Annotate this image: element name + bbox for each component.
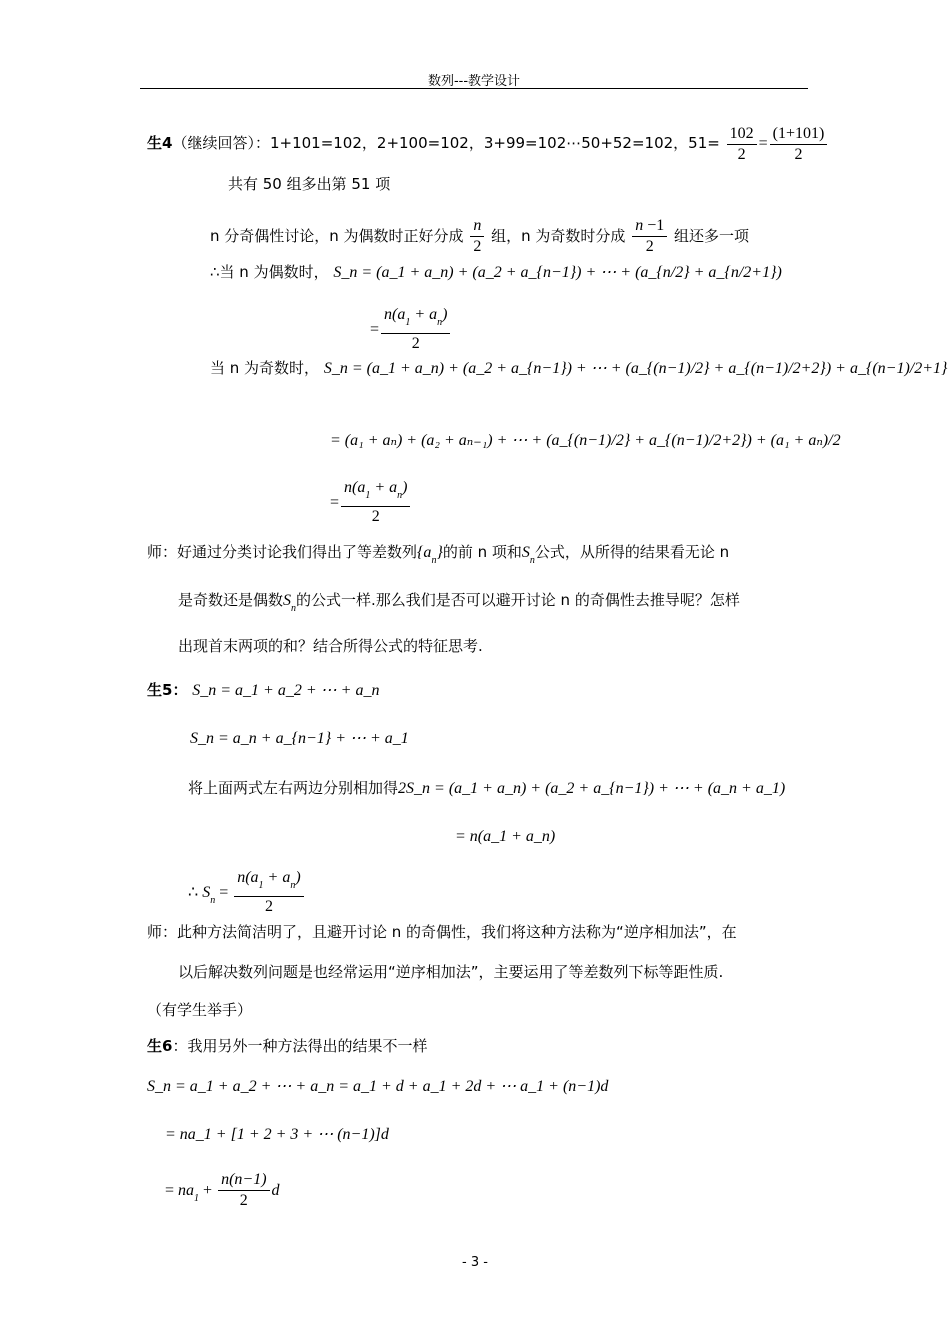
s6-intro: 生6：我用另外一种方法得出的结果不一样 bbox=[147, 1037, 428, 1055]
t2-line3: （有学生举手） bbox=[147, 1001, 253, 1019]
s4-even-case: ∴当 n 为偶数时， S_n = (a_1 + a_n) + (a_2 + a_{n−1}) + ⋯ + (a_{n/2} + a_{n/2+1}) bbox=[210, 263, 782, 281]
s4-intro: 生4（继续回答）：1+101=102，2+100=102，3+99=102⋯50+52=102，51= $\frac{102}{2}$ = $\frac{(1+101)}{2}$ bbox=[147, 124, 829, 165]
frac-102-over-2: $\frac{102}{2}$ bbox=[725, 135, 759, 152]
s4-discussion: n 分奇偶性讨论，n 为偶数时正好分成 $\frac{n}{2}$ 组，n 为奇数时分成 $\frac{n -1}{2}$ 组还多一项 bbox=[210, 217, 750, 255]
s5-eq2: S_n = a_n + a_{n−1} + ⋯ + a_1 bbox=[190, 730, 409, 747]
even-formula: S_n = (a_1 + a_n) + (a_2 + a_{n−1}) + ⋯ + (a_{n/2} + a_{n/2+1}) bbox=[333, 264, 782, 281]
s5-eq5: ∴ $S_n$ = $\frac{n(a_1 + a_n)}{2}$ bbox=[188, 868, 306, 917]
s5-eq1: 生5： S_n = a_1 + a_2 + ⋯ + a_n bbox=[147, 681, 380, 699]
odd-formula: S_n = (a_1 + a_n) + (a_2 + a_{n−1}) + ⋯ + (a_{(n−1)/2} + a_{(n−1)/2+2}) + a_{(n−1)/2+1} bbox=[323, 360, 948, 377]
frac-sum-over-2: $\frac{(1+101)}{2}$ bbox=[768, 135, 830, 152]
page-header: 数列---教学设计 bbox=[427, 74, 521, 89]
s6-eq1: S_n = a_1 + a_2 + ⋯ + a_n = a_1 + d + a_1 + 2d + ⋯ a_1 + (n−1)d bbox=[147, 1078, 609, 1095]
t1-line2: 是奇数还是偶数$S_n$的公式一样.那么我们是否可以避开讨论 n 的奇偶性去推导呢？怎样 bbox=[178, 591, 740, 614]
s4-odd-case: 当 n 为奇数时， S_n = (a_1 + a_n) + (a_2 + a_{n−1}) + ⋯ + (a_{(n−1)/2} + a_{(n−1)/2+2}) + a_{(n−1)/2+1} bbox=[210, 359, 948, 377]
s6-eq3: = $na_1$ + $\frac{n(n-1)}{2}$ d bbox=[165, 1171, 280, 1209]
page-number: - 3 - bbox=[462, 1255, 488, 1270]
s4-groups: 共有 50 组多出第 51 项 bbox=[228, 175, 391, 193]
t1-line3: 出现首末两项的和？结合所得公式的特征思考. bbox=[178, 637, 483, 655]
s5-eq4: = n(a_1 + a_n) bbox=[455, 828, 556, 845]
t2-line2: 以后解决数列问题是也经常运用“逆序相加法”，主要运用了等差数列下标等距性质. bbox=[178, 963, 724, 981]
t1-line1: 师：好通过分类讨论我们得出了等差数列$\{a_n\}$的前 n 项和$S_n$公式，从所得的结果看无论 n bbox=[147, 543, 730, 566]
s5-eq3: 将上面两式左右两边分别相加得2S_n = (a_1 + a_n) + (a_2 + a_{n−1}) + ⋯ + (a_n + a_1) bbox=[188, 779, 786, 797]
s4-odd-result: = $\frac{n(a_1 + a_n)}{2}$ bbox=[330, 478, 412, 527]
s6-eq2: = na_1 + [1 + 2 + 3 + ⋯ (n−1)]d bbox=[165, 1126, 389, 1143]
s4-odd-line2: = (a₁ + aₙ) + (a₂ + aₙ₋₁) + ⋯ + (a_{(n−1)/2} + a_{(n−1)/2+2}) + (a₁ + aₙ)/2 bbox=[330, 432, 841, 449]
s4-even-result: = $\frac{n(a_1 + a_n)}{2}$ bbox=[370, 305, 452, 354]
t2-line1: 师：此种方法简洁明了，且避开讨论 n 的奇偶性，我们将这种方法称为“逆序相加法”，在 bbox=[147, 923, 737, 941]
header-rule bbox=[140, 88, 808, 89]
